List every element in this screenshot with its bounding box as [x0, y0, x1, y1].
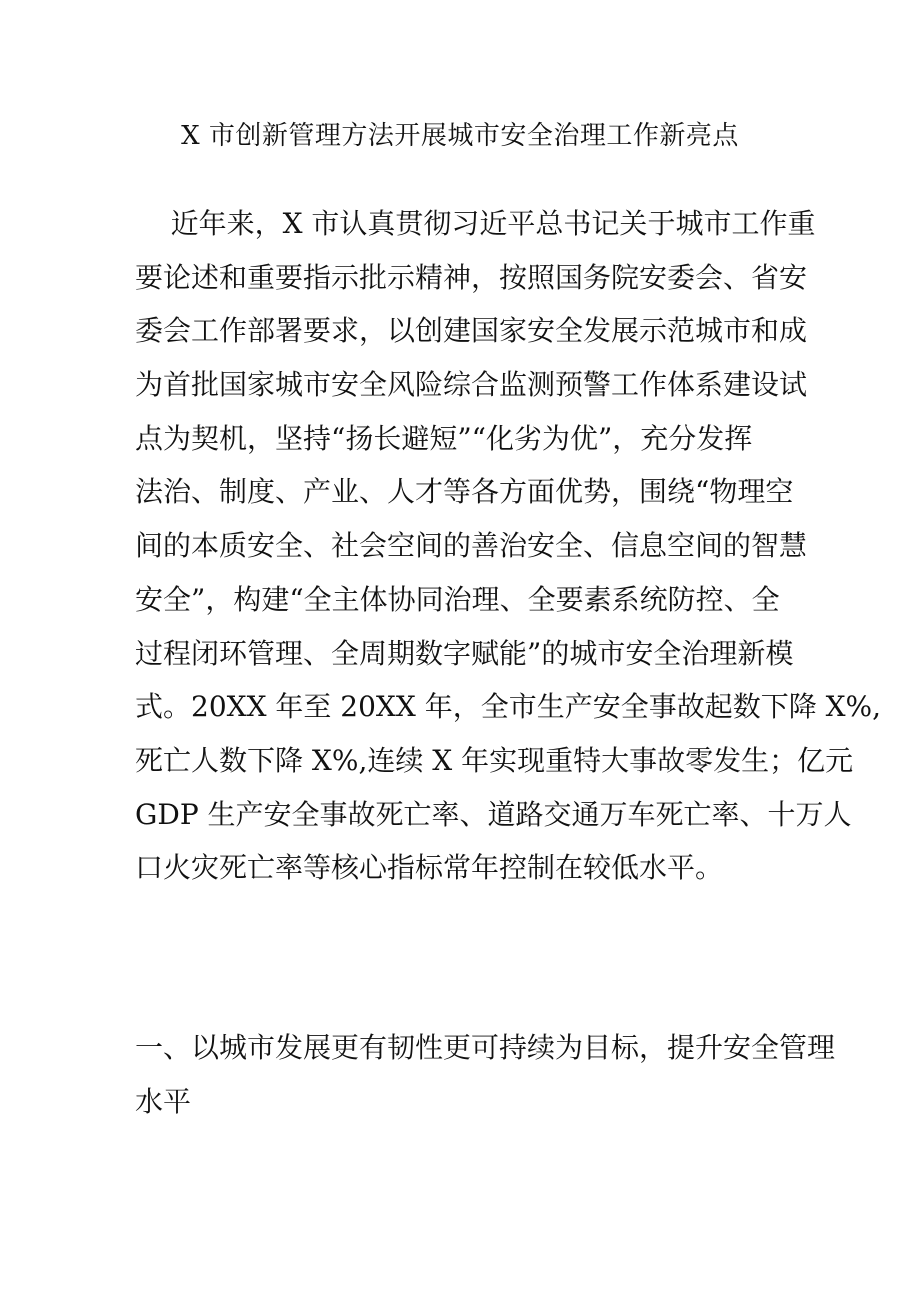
paragraph-line: 要论述和重要指示批示精神，按照国务院安委会、省安: [135, 260, 808, 294]
section-heading-line: 水平: [135, 1084, 192, 1118]
document-title: X 市创新管理方法开展城市安全治理工作新亮点: [181, 121, 739, 151]
paragraph-line: 点为契机，坚持“扬长避短”“化劣为优”，充分发挥: [135, 421, 753, 455]
paragraph-line: 口火灾死亡率等核心指标常年控制在较低水平。: [135, 851, 724, 885]
paragraph-line: 式。20XX 年至 20XX 年，全市生产安全事故起数下降 X%,: [135, 690, 882, 724]
body-paragraph: [135, 197, 882, 895]
paragraph-line: 近年来，X 市认真贯彻习近平总书记关于城市工作重: [135, 207, 816, 240]
paragraph-line: 为首批国家城市安全风险综合监测预警工作体系建设试: [135, 368, 808, 402]
paragraph-line: 间的本质安全、社会空间的善治安全、信息空间的智慧: [135, 529, 808, 563]
paragraph-line: 安全”，构建“全主体协同治理、全要素系统防控、全: [135, 582, 780, 616]
paragraph-line: 委会工作部署要求，以创建国家安全发展示范城市和成: [135, 314, 808, 348]
section-heading: [135, 1020, 836, 1127]
paragraph-line: 过程闭环管理、全周期数字赋能”的城市安全治理新模: [135, 636, 794, 670]
paragraph-line: GDP 生产安全事故死亡率、道路交通万车死亡率、十万人: [135, 797, 852, 831]
paragraph-line: 法治、制度、产业、人才等各方面优势，围绕“物理空: [135, 475, 794, 509]
section-heading-line: 一、以城市发展更有韧性更可持续为目标，提升安全管理: [135, 1031, 836, 1064]
paragraph-line: 死亡人数下降 X%,连续 X 年实现重特大事故零发生；亿元: [135, 743, 854, 777]
